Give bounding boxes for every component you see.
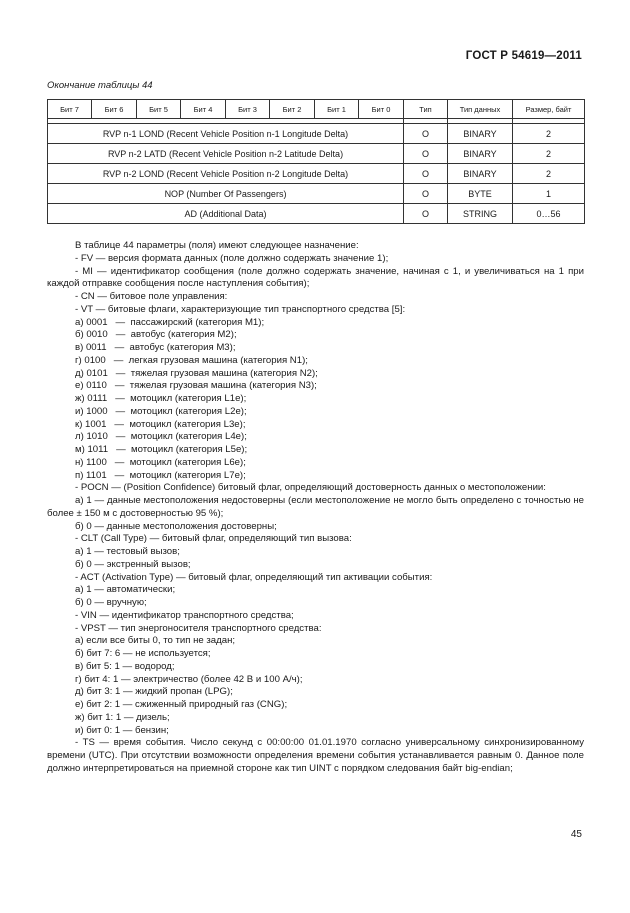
- type-cell: O: [404, 184, 448, 204]
- paragraph-clt: - CLT (Call Type) — битовый флаг, определяющий тип вызова:: [75, 533, 352, 545]
- type-cell: O: [404, 164, 448, 184]
- page-number: 45: [570, 829, 582, 840]
- body-text: [47, 240, 584, 776]
- table-row: [48, 164, 585, 184]
- table-row: [48, 184, 585, 204]
- column-header: Бит 6: [92, 100, 137, 119]
- table-row: [48, 144, 585, 164]
- type-cell: O: [404, 124, 448, 144]
- type-cell: O: [404, 144, 448, 164]
- paragraph-fv: - FV — версия формата данных (поле должно содержать значение 1);: [75, 252, 389, 264]
- column-header: Бит 4: [181, 100, 226, 119]
- size-cell: 2: [513, 164, 585, 184]
- list-item: в) 0011 — автобус (категория M3);: [75, 342, 236, 353]
- size-cell: 0…56: [513, 204, 585, 224]
- size-cell: 2: [513, 124, 585, 144]
- size-cell: 1: [513, 184, 585, 204]
- list-item: н) 1100 — мотоцикл (категория L6e);: [75, 456, 246, 468]
- list-item: и) 1000 — мотоцикл (категория L2e);: [75, 405, 247, 417]
- list-item: м) 1011 — мотоцикл (категория L5e);: [75, 444, 248, 455]
- field-name-cell: AD (Additional Data): [48, 204, 404, 224]
- column-header: Бит 3: [226, 100, 270, 119]
- paragraph-cn: - CN — битовое поле управления:: [75, 291, 228, 302]
- paragraph-mi: - MI — идентификатор сообщения (поле должно содержать значение, начиная с 1, и увеличиваться на 1 при каждой отправке сообщения после наступления события);: [47, 265, 584, 290]
- data-type-cell: BINARY: [448, 124, 513, 144]
- paragraph-act-a: а) 1 — автоматически;: [75, 584, 176, 596]
- list-item: к) 1001 — мотоцикл (категория L3e);: [75, 418, 246, 430]
- table-caption: Окончание таблицы 44: [47, 80, 153, 91]
- list-item: е) 0110 — тяжелая грузовая машина (категория N3);: [75, 380, 317, 392]
- table-row: [48, 124, 585, 144]
- data-table: [47, 99, 585, 224]
- list-item: г) 0100 — легкая грузовая машина (категория N1);: [75, 354, 308, 366]
- data-type-cell: BINARY: [448, 144, 513, 164]
- list-item: б) 0010 — автобус (категория M2);: [75, 329, 237, 341]
- paragraph-ts: - TS — время события. Число секунд с 00:00:00 01.01.1970 согласно универсальному синхронизированному времени (UTC). При отсутствии возможности определения времени события устанавливается равным 0. Данное поле должно интерпретироваться на приемной стороне как тип UINT с порядком следования байт big-endian;: [47, 737, 584, 774]
- column-header: Бит 5: [137, 100, 181, 119]
- column-header: Тип: [404, 100, 448, 119]
- field-name-cell: RVP n-2 LATD (Recent Vehicle Position n-2 Latitude Delta): [48, 144, 404, 164]
- list-item: ж) 0111 — мотоцикл (категория L1e);: [75, 393, 247, 404]
- list-item: е) бит 2: 1 — сжиженный природный газ (CNG);: [75, 699, 288, 710]
- paragraph-pocn-a: а) 1 — данные местоположения недостоверны (если местоположение не могло быть определено с точностью не более ± 150 м с достоверностью 95 %);: [47, 495, 584, 519]
- data-type-cell: STRING: [448, 204, 513, 224]
- column-header: Бит 7: [48, 100, 92, 119]
- list-item: и) бит 0: 1 — бензин;: [75, 724, 169, 736]
- list-item: п) 1101 — мотоцикл (категория L7e);: [75, 469, 246, 481]
- table-row: [48, 204, 585, 224]
- data-type-cell: BYTE: [448, 184, 513, 204]
- field-name-cell: RVP n-2 LOND (Recent Vehicle Position n-2 Longitude Delta): [48, 164, 404, 184]
- list-item: л) 1010 — мотоцикл (категория L4e);: [75, 431, 247, 443]
- list-item: в) бит 5: 1 — водород;: [75, 660, 175, 672]
- list-item: д) бит 3: 1 — жидкий пропан (LPG);: [75, 686, 233, 698]
- paragraph-clt-a: а) 1 — тестовый вызов;: [75, 546, 180, 557]
- table-header-row: [48, 100, 585, 119]
- list-item: г) бит 4: 1 — электричество (более 42 В и 100 А/ч);: [75, 673, 303, 685]
- field-name-cell: NOP (Number Of Passengers): [48, 184, 404, 204]
- type-cell: O: [404, 204, 448, 224]
- paragraph-act-b: б) 0 — вручную;: [75, 597, 147, 608]
- list-item: а) если все биты 0, то тип не задан;: [75, 635, 236, 647]
- size-cell: 2: [513, 144, 585, 164]
- column-header: Размер, байт: [513, 100, 585, 119]
- data-type-cell: BINARY: [448, 164, 513, 184]
- field-name-cell: RVP n-1 LOND (Recent Vehicle Position n-1 Longitude Delta): [48, 124, 404, 144]
- paragraph-act: - ACT (Activation Type) — битовый флаг, определяющий тип активации события:: [75, 571, 433, 583]
- column-header: Бит 1: [315, 100, 359, 119]
- paragraph-intro: В таблице 44 параметры (поля) имеют следующее назначение:: [75, 240, 359, 251]
- list-item: ж) бит 1: 1 — дизель;: [75, 711, 170, 723]
- paragraph-vpst: - VPST — тип энергоносителя транспортного средства:: [75, 622, 322, 634]
- paragraph-clt-b: б) 0 — экстренный вызов;: [75, 558, 191, 570]
- list-item: д) 0101 — тяжелая грузовая машина (категория N2);: [75, 367, 318, 379]
- list-item: б) бит 7: 6 — не используется;: [75, 648, 211, 659]
- column-header: Бит 0: [359, 100, 404, 119]
- column-header: Бит 2: [270, 100, 315, 119]
- list-item: а) 0001 — пассажирский (категория M1);: [75, 316, 265, 328]
- paragraph-vt: - VT — битовые флаги, характеризующие тип транспортного средства [5]:: [75, 303, 406, 315]
- paragraph-vin: - VIN — идентификатор транспортного средства;: [75, 609, 294, 621]
- paragraph-pocn-b: б) 0 — данные местоположения достоверны;: [75, 520, 277, 532]
- column-header: Тип данных: [448, 100, 513, 119]
- paragraph-pocn: - POCN — (Position Confidence) битовый флаг, определяющий достоверность данных о местоположении:: [75, 482, 546, 494]
- standard-header: ГОСТ Р 54619—2011: [465, 50, 582, 62]
